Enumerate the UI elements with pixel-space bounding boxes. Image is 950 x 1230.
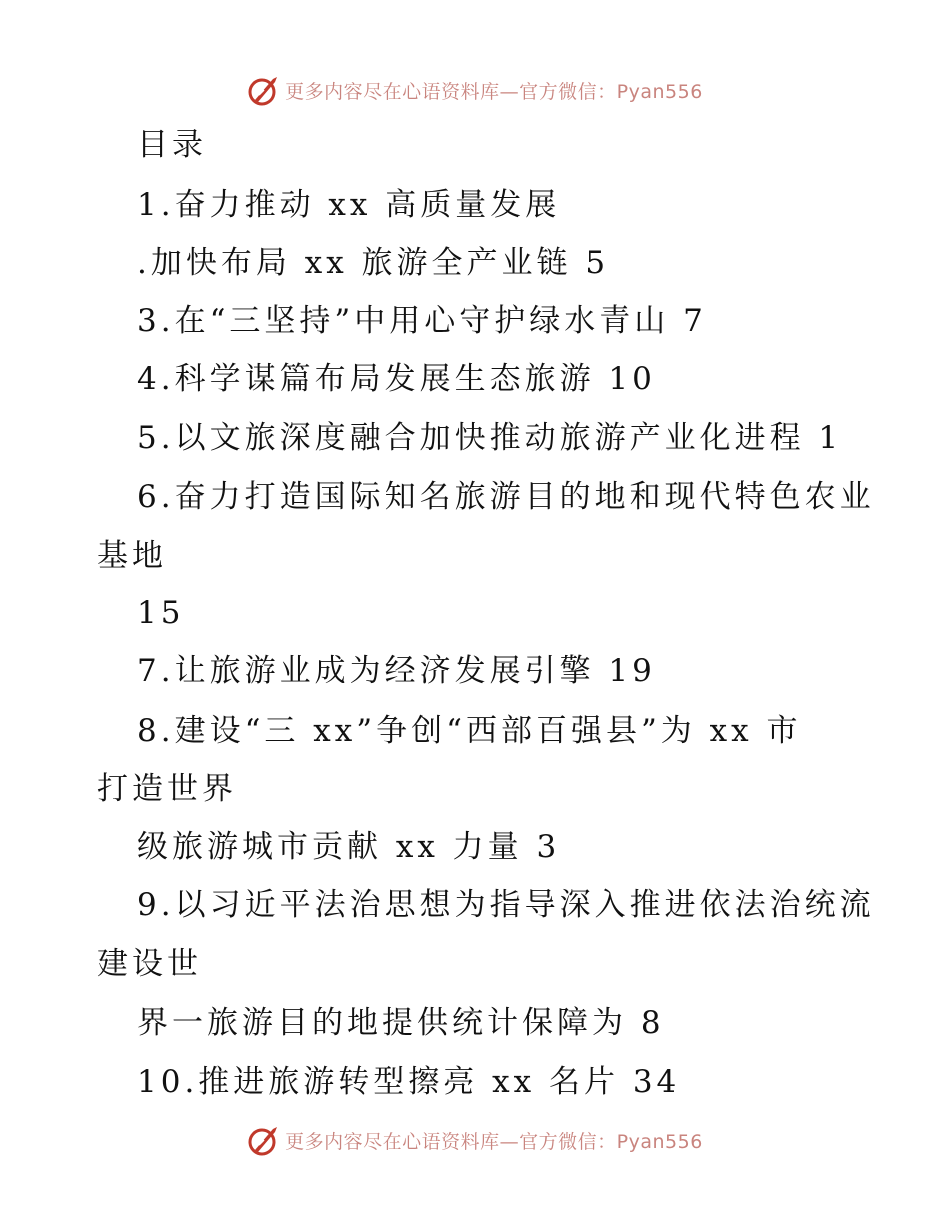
- quill-logo-icon: [247, 1123, 281, 1157]
- toc-entry: 8.建设“三 xx”争创“西部百强县”为 xx 市: [137, 713, 802, 749]
- toc-entry: 4.科学谋篇布局发展生态旅游 10: [137, 361, 656, 397]
- toc-title: 目录: [137, 127, 207, 163]
- watermark-banner-bottom: [0, 1120, 950, 1160]
- toc-entry: 7.让旅游业成为经济发展引擎 19: [137, 653, 656, 689]
- watermark-text: 更多内容尽在心语资料库—官方微信：Pyan556: [285, 80, 703, 103]
- watermark-text: 更多内容尽在心语资料库—官方微信：Pyan556: [285, 1130, 703, 1153]
- toc-entry-continuation: 基地: [97, 538, 167, 574]
- watermark-banner-top: [0, 70, 950, 110]
- toc-entry-continuation: 级旅游城市贡献 xx 力量 3: [137, 829, 561, 865]
- toc-entry: .加快布局 xx 旅游全产业链 5: [137, 245, 610, 281]
- quill-logo-icon: [247, 73, 281, 107]
- toc-entry: 3.在“三坚持”中用心守护绿水青山 7: [137, 303, 707, 339]
- toc-entry: 9.以习近平法治思想为指导深入推进依法治统流: [137, 887, 875, 923]
- toc-entry-continuation: 打造世界: [97, 771, 237, 807]
- toc-entry-continuation: 界一旅游目的地提供统计保障为 8: [137, 1005, 665, 1041]
- toc-entry: 10.推进旅游转型擦亮 xx 名片 34: [137, 1064, 681, 1100]
- toc-entry: 1.奋力推动 xx 高质量发展: [137, 187, 561, 223]
- toc-entry-page: 15: [137, 595, 185, 631]
- toc-entry: 5.以文旅深度融合加快推动旅游产业化进程 1: [137, 420, 843, 456]
- toc-entry: 6.奋力打造国际知名旅游目的地和现代特色农业: [137, 479, 875, 515]
- toc-entry-continuation: 建设世: [97, 946, 202, 982]
